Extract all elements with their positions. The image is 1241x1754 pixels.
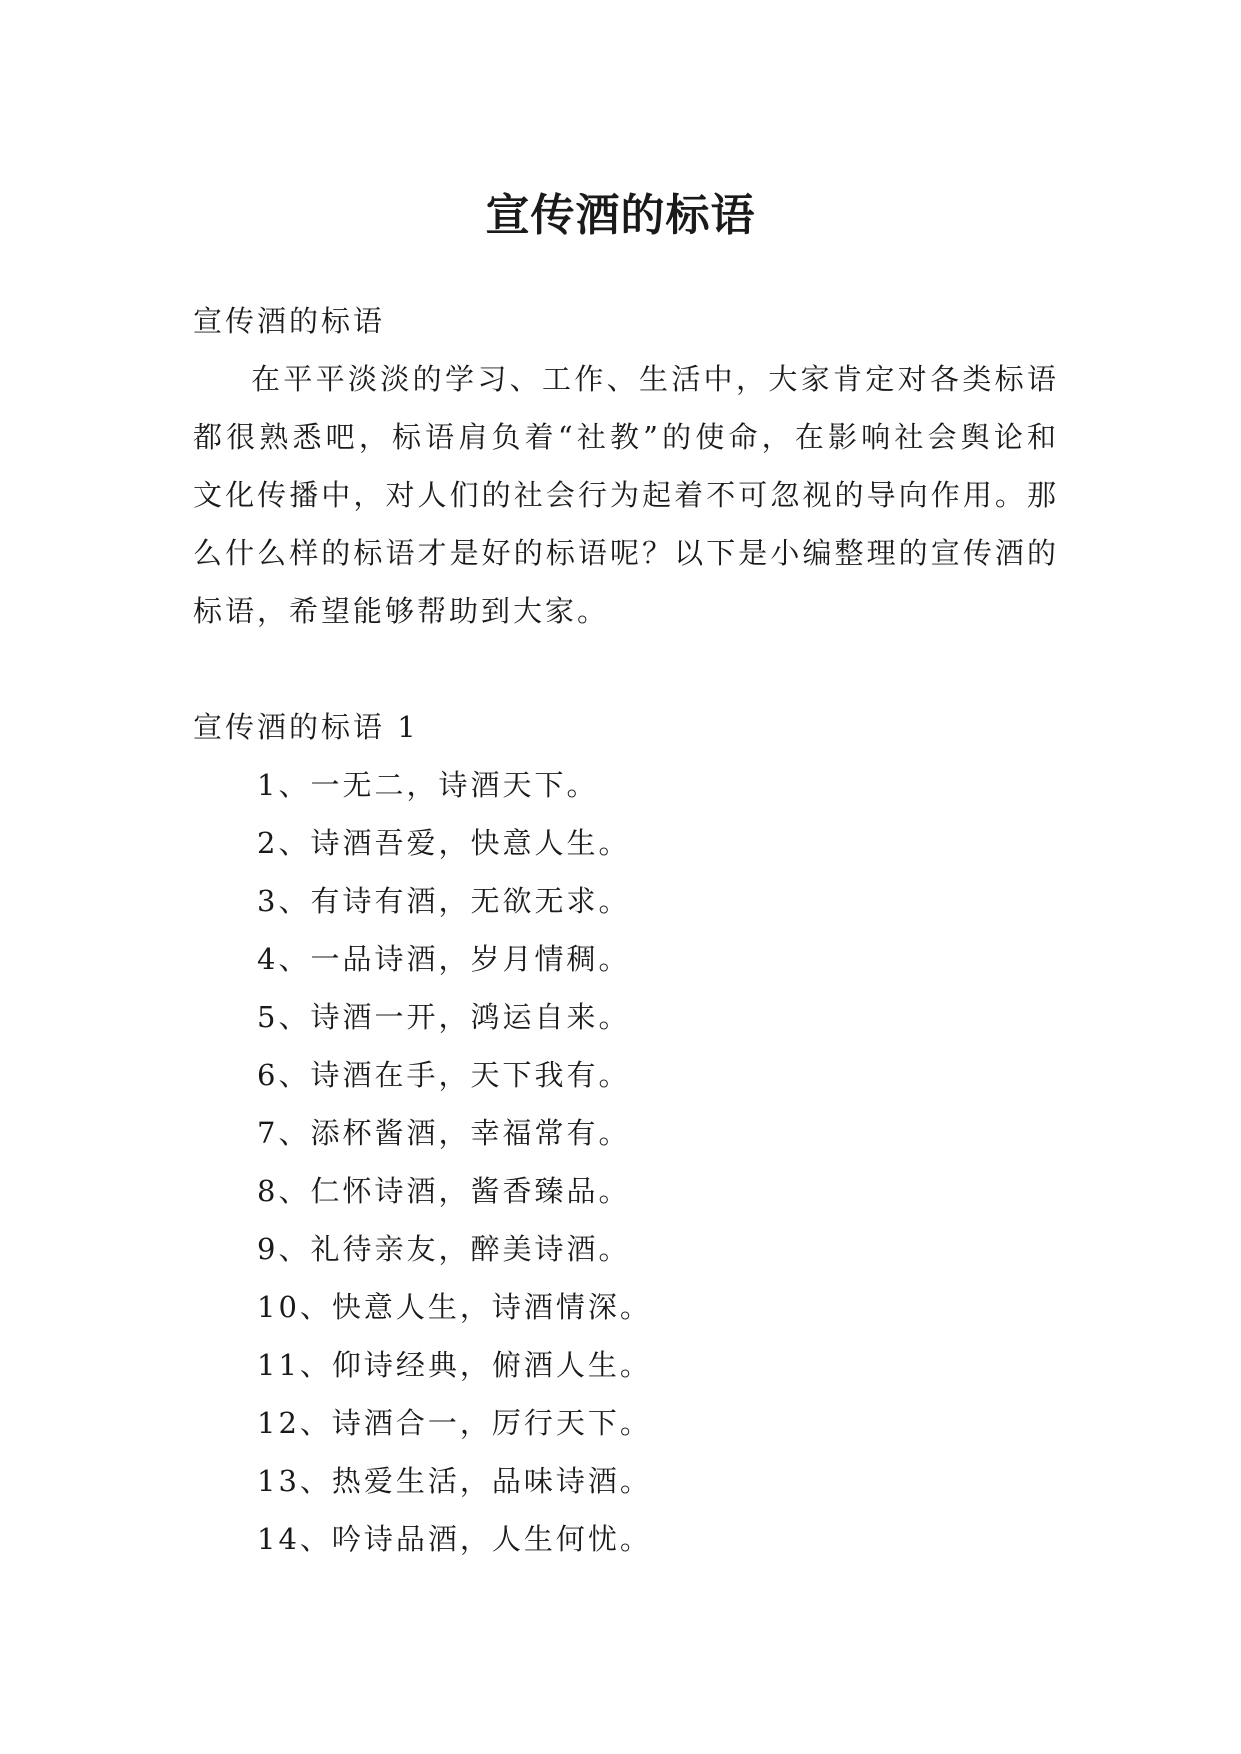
- document-body: [193, 292, 1059, 1568]
- slogan-item: 9、礼待亲友，醉美诗酒。: [257, 1232, 631, 1266]
- slogan-item: 12、诗酒合一，厉行天下。: [257, 1406, 652, 1440]
- slogan-item: 11、仰诗经典，俯酒人生。: [257, 1348, 652, 1382]
- slogan-item: 14、吟诗品酒，人生何忧。: [257, 1522, 652, 1556]
- document-title: 宣传酒的标语: [485, 190, 756, 242]
- slogan-item: 6、诗酒在手，天下我有。: [257, 1058, 631, 1092]
- slogan-item: 5、诗酒一开，鸿运自来。: [257, 1000, 631, 1034]
- slogan-item: 10、快意人生，诗酒情深。: [257, 1290, 652, 1324]
- slogan-item: 2、诗酒吾爱，快意人生。: [257, 826, 631, 860]
- slogan-list: [193, 756, 1059, 1568]
- slogan-item: 8、仁怀诗酒，酱香臻品。: [257, 1174, 631, 1208]
- document-subtitle: 宣传酒的标语: [193, 304, 386, 338]
- slogan-item: 7、添杯酱酒，幸福常有。: [257, 1116, 631, 1150]
- section-heading: 宣传酒的标语 1: [193, 710, 419, 744]
- slogan-item: 13、热爱生活，品味诗酒。: [257, 1464, 652, 1498]
- slogan-item: 4、一品诗酒，岁月情稠。: [257, 942, 631, 976]
- slogan-item: 3、有诗有酒，无欲无求。: [257, 884, 631, 918]
- slogan-item: 1、一无二，诗酒天下。: [257, 768, 599, 802]
- intro-paragraph: 在平平淡淡的学习、工作、生活中，大家肯定对各类标语都很熟悉吧，标语肩负着“社教”的使命，在影响社会舆论和文化传播中，对人们的社会行为起着不可忽视的导向作用。那么什么样的标语才是好的标语呢？以下是小编整理的宣传酒的标语，希望能够帮助到大家。: [193, 362, 1059, 628]
